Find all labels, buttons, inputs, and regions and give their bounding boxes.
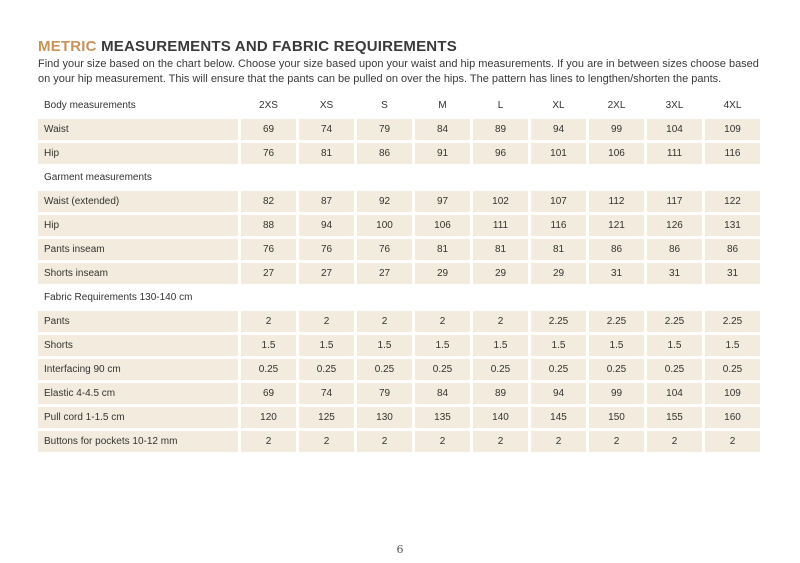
value-cell: 2 <box>531 431 586 452</box>
table-row <box>38 335 760 356</box>
value-cell: 91 <box>415 143 470 164</box>
value-cell: 99 <box>589 383 644 404</box>
value-cell: 107 <box>531 191 586 212</box>
value-cell: 0.25 <box>589 359 644 380</box>
empty-cell <box>589 287 644 308</box>
empty-cell <box>705 167 760 188</box>
value-cell: 1.5 <box>357 335 412 356</box>
value-cell: 76 <box>299 239 354 260</box>
value-cell: 2 <box>357 431 412 452</box>
value-cell: 79 <box>357 383 412 404</box>
value-cell: 2 <box>299 311 354 332</box>
empty-cell <box>357 287 412 308</box>
value-cell: 130 <box>357 407 412 428</box>
value-cell: 0.25 <box>647 359 702 380</box>
value-cell: 140 <box>473 407 528 428</box>
value-cell: 29 <box>415 263 470 284</box>
value-cell: 97 <box>415 191 470 212</box>
row-label: Waist <box>38 119 238 140</box>
size-header-cell: 3XL <box>665 100 684 111</box>
value-cell: 120 <box>241 407 296 428</box>
size-header-cell: XS <box>319 100 334 111</box>
value-cell: 2 <box>473 431 528 452</box>
table-row <box>38 359 760 380</box>
value-cell: 102 <box>473 191 528 212</box>
value-cell: 81 <box>299 143 354 164</box>
size-chart-table <box>35 92 763 455</box>
value-cell: 94 <box>531 383 586 404</box>
empty-cell <box>705 287 760 308</box>
table-row <box>38 311 760 332</box>
title-accent: METRIC <box>38 38 97 55</box>
value-cell: 86 <box>705 239 760 260</box>
page-content <box>38 38 760 455</box>
table-row <box>38 191 760 212</box>
empty-cell <box>241 287 296 308</box>
value-cell: 76 <box>357 239 412 260</box>
value-cell: 74 <box>299 383 354 404</box>
value-cell: 2 <box>589 431 644 452</box>
value-cell: 81 <box>473 239 528 260</box>
table-row <box>38 383 760 404</box>
value-cell: 0.25 <box>357 359 412 380</box>
value-cell: 2 <box>415 311 470 332</box>
row-label: Interfacing 90 cm <box>38 359 238 380</box>
empty-cell <box>647 167 702 188</box>
empty-cell <box>589 167 644 188</box>
table-row <box>38 119 760 140</box>
value-cell: 160 <box>705 407 760 428</box>
row-label: Pants <box>38 311 238 332</box>
value-cell: 104 <box>647 119 702 140</box>
value-cell: 96 <box>473 143 528 164</box>
table-row <box>38 215 760 236</box>
value-cell: 74 <box>299 119 354 140</box>
value-cell: 76 <box>241 239 296 260</box>
section-heading-row <box>38 287 760 308</box>
value-cell: 2 <box>357 311 412 332</box>
value-cell: 31 <box>705 263 760 284</box>
value-cell: 84 <box>415 383 470 404</box>
table-row <box>38 143 760 164</box>
value-cell: 76 <box>241 143 296 164</box>
value-cell: 0.25 <box>415 359 470 380</box>
empty-cell <box>473 287 528 308</box>
value-cell: 111 <box>473 215 528 236</box>
empty-cell <box>415 287 470 308</box>
section-heading-row <box>38 95 760 116</box>
value-cell: 2 <box>299 431 354 452</box>
value-cell: 122 <box>705 191 760 212</box>
value-cell: 81 <box>531 239 586 260</box>
value-cell: 1.5 <box>241 335 296 356</box>
size-header-cell: S <box>381 100 388 111</box>
empty-cell <box>531 167 586 188</box>
value-cell: 121 <box>589 215 644 236</box>
value-cell: 135 <box>415 407 470 428</box>
section-heading: Fabric Requirements 130-140 cm <box>44 292 193 303</box>
row-label: Shorts inseam <box>38 263 238 284</box>
value-cell: 1.5 <box>531 335 586 356</box>
value-cell: 0.25 <box>299 359 354 380</box>
size-header-cell: 4XL <box>723 100 742 111</box>
row-label: Shorts <box>38 335 238 356</box>
value-cell: 106 <box>589 143 644 164</box>
value-cell: 104 <box>647 383 702 404</box>
value-cell: 0.25 <box>705 359 760 380</box>
value-cell: 2 <box>415 431 470 452</box>
value-cell: 106 <box>415 215 470 236</box>
empty-cell <box>357 167 412 188</box>
value-cell: 1.5 <box>647 335 702 356</box>
value-cell: 1.5 <box>299 335 354 356</box>
row-label: Waist (extended) <box>38 191 238 212</box>
size-header-cell: M <box>438 100 447 111</box>
row-label: Elastic 4-4.5 cm <box>38 383 238 404</box>
empty-cell <box>299 167 354 188</box>
value-cell: 31 <box>647 263 702 284</box>
table-row <box>38 407 760 428</box>
value-cell: 94 <box>299 215 354 236</box>
value-cell: 112 <box>589 191 644 212</box>
value-cell: 2.25 <box>589 311 644 332</box>
value-cell: 2.25 <box>647 311 702 332</box>
section-heading: Body measurements <box>44 100 136 111</box>
row-label: Hip <box>38 143 238 164</box>
value-cell: 27 <box>299 263 354 284</box>
value-cell: 0.25 <box>473 359 528 380</box>
value-cell: 116 <box>705 143 760 164</box>
value-cell: 2 <box>705 431 760 452</box>
value-cell: 117 <box>647 191 702 212</box>
value-cell: 84 <box>415 119 470 140</box>
value-cell: 155 <box>647 407 702 428</box>
value-cell: 86 <box>647 239 702 260</box>
value-cell: 27 <box>241 263 296 284</box>
page-number: 6 <box>396 543 404 556</box>
title-text: MEASUREMENTS AND FABRIC REQUIREMENTS <box>96 38 457 55</box>
value-cell: 89 <box>473 119 528 140</box>
table-row <box>38 431 760 452</box>
size-header-cell: XL <box>552 100 565 111</box>
value-cell: 92 <box>357 191 412 212</box>
value-cell: 86 <box>357 143 412 164</box>
value-cell: 111 <box>647 143 702 164</box>
value-cell: 145 <box>531 407 586 428</box>
empty-cell <box>531 287 586 308</box>
value-cell: 79 <box>357 119 412 140</box>
size-header-cell: L <box>497 100 504 111</box>
value-cell: 31 <box>589 263 644 284</box>
empty-cell <box>241 167 296 188</box>
value-cell: 0.25 <box>241 359 296 380</box>
empty-cell <box>473 167 528 188</box>
value-cell: 69 <box>241 119 296 140</box>
value-cell: 126 <box>647 215 702 236</box>
row-label: Buttons for pockets 10-12 mm <box>38 431 238 452</box>
value-cell: 1.5 <box>705 335 760 356</box>
empty-cell <box>415 167 470 188</box>
empty-cell <box>299 287 354 308</box>
value-cell: 89 <box>473 383 528 404</box>
value-cell: 0.25 <box>531 359 586 380</box>
value-cell: 109 <box>705 383 760 404</box>
value-cell: 2.25 <box>531 311 586 332</box>
value-cell: 2 <box>473 311 528 332</box>
value-cell: 109 <box>705 119 760 140</box>
value-cell: 131 <box>705 215 760 236</box>
value-cell: 86 <box>589 239 644 260</box>
value-cell: 87 <box>299 191 354 212</box>
value-cell: 2.25 <box>705 311 760 332</box>
table-row <box>38 263 760 284</box>
value-cell: 150 <box>589 407 644 428</box>
value-cell: 100 <box>357 215 412 236</box>
row-label: Pull cord 1-1.5 cm <box>38 407 238 428</box>
table-row <box>38 239 760 260</box>
value-cell: 125 <box>299 407 354 428</box>
value-cell: 116 <box>531 215 586 236</box>
value-cell: 29 <box>473 263 528 284</box>
row-label: Pants inseam <box>38 239 238 260</box>
value-cell: 27 <box>357 263 412 284</box>
value-cell: 88 <box>241 215 296 236</box>
value-cell: 1.5 <box>473 335 528 356</box>
section-heading: Garment measurements <box>44 172 152 183</box>
empty-cell <box>647 287 702 308</box>
value-cell: 1.5 <box>415 335 470 356</box>
value-cell: 2 <box>241 431 296 452</box>
value-cell: 69 <box>241 383 296 404</box>
value-cell: 99 <box>589 119 644 140</box>
value-cell: 81 <box>415 239 470 260</box>
value-cell: 29 <box>531 263 586 284</box>
value-cell: 2 <box>647 431 702 452</box>
row-label: Hip <box>38 215 238 236</box>
page-title <box>38 38 760 56</box>
size-header-cell: 2XL <box>607 100 626 111</box>
size-header-cell: 2XS <box>259 100 278 111</box>
intro-paragraph: Find your size based on the chart below. Choose your size based upon your waist and hip measurements. If you are in between sizes choose based on your hip measurement. This will ensure that the pants can be pulled on over the hips. The pattern has lines to lengthen/shorten the pants. <box>38 58 759 85</box>
value-cell: 2 <box>241 311 296 332</box>
section-heading-row <box>38 167 760 188</box>
value-cell: 94 <box>531 119 586 140</box>
value-cell: 1.5 <box>589 335 644 356</box>
value-cell: 82 <box>241 191 296 212</box>
value-cell: 101 <box>531 143 586 164</box>
